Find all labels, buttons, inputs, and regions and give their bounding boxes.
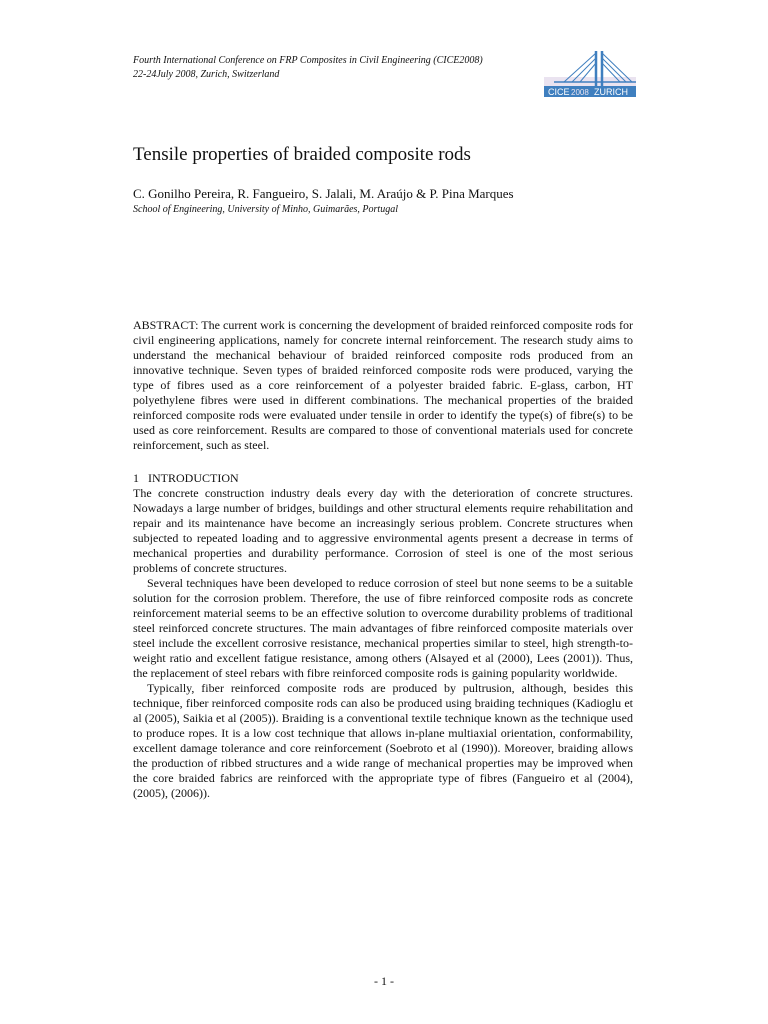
section-title: INTRODUCTION — [148, 471, 239, 485]
page-number: - 1 - — [374, 974, 394, 988]
body-paragraph: Typically, fiber reinforced composite rods are produced by pultrusion, although, besides this technique, fiber reinforced composite rods can also be produced using braiding techniques (Kadioglu et al (2005), Saikia et al (2005)). Braiding is a conventional textile technique known as the technique used to produce ropes. It is a low cost technique that allows in-plane multiaxial orientation, conformability, excellent damage tolerance and core reinforcement (Soebroto et al (1990)). Moreover, braiding allows the production of ribbed structures and a wide range of mechanical properties may be improved when the core braided fabrics are reinforced with the appropriate type of fibres (Fangueiro et al (2004), (2005), (2006)). — [133, 681, 633, 800]
logo-text-year: 2008 — [571, 88, 589, 97]
paper-affiliation: School of Engineering, University of Minho, Guimarães, Portugal — [133, 204, 398, 215]
section-number: 1 — [133, 471, 139, 485]
paper-title: Tensile properties of braided composite rods — [133, 144, 471, 165]
body-paragraph: The concrete construction industry deals every day with the deterioration of concrete structures. Nowadays a large number of bridges, buildings and other structural elements require rehabilitation and repair and its maintenance have become an increasingly serious problem. Concrete structures when subjected to repeated loading and to aggressive environmental agents present a decrease in terms of mechanical properties and durability performance. Corrosion of steel is one of the most serious problems of concrete structures. — [133, 486, 633, 575]
section-heading — [133, 471, 239, 486]
conference-header — [133, 54, 553, 82]
conference-name: Fourth International Conference on FRP Composites in Civil Engineering (CICE2008) — [133, 55, 483, 66]
conference-location-date: 22-24July 2008, Zurich, Switzerland — [133, 69, 280, 80]
logo-text-right: ZURICH — [594, 87, 628, 97]
logo-text-left: CICE — [548, 87, 570, 97]
abstract: ABSTRACT: The current work is concerning the development of braided reinforced composite rods for civil engineering applications, namely for concrete internal reinforcement. The research study aims to understand the mechanical behaviour of braided reinforced composite rods produced from an innovative technique. Seven types of braided reinforced composite rods were produced, varying the type of fibres used as a core reinforcement of a polyester braided fabric. E-glass, carbon, HT polyethylene fibres were used in different combinations. The mechanical properties of the braided reinforced composite rods were evaluated under tensile in order to identify the type(s) of fibre(s) to be used as core reinforcement. Results are compared to those of conventional materials used for concrete reinforcement, such as steel. — [133, 318, 633, 452]
conference-logo — [544, 49, 636, 97]
section-body — [133, 486, 633, 801]
body-paragraph: Several techniques have been developed to reduce corrosion of steel but none seems to be a suitable solution for the corrosion problem. Therefore, the use of fibre reinforced composite rods as concrete reinforcement material seems to be an effective solution to overcome durability problems of traditional steel reinforced concrete structures. The main advantages of fibre reinforced composite materials over steel include the excellent corrosive resistance, mechanical properties similar to steel, high strength-to-weight ratio and excellent fatigue resistance, among others (Alsayed et al (2000), Lees (2001)). Thus, the replacement of steel rebars with fibre reinforced composite rods is gaining popularity worldwide. — [133, 576, 633, 680]
paper-authors: C. Gonilho Pereira, R. Fangueiro, S. Jalali, M. Araújo & P. Pina Marques — [133, 186, 514, 201]
